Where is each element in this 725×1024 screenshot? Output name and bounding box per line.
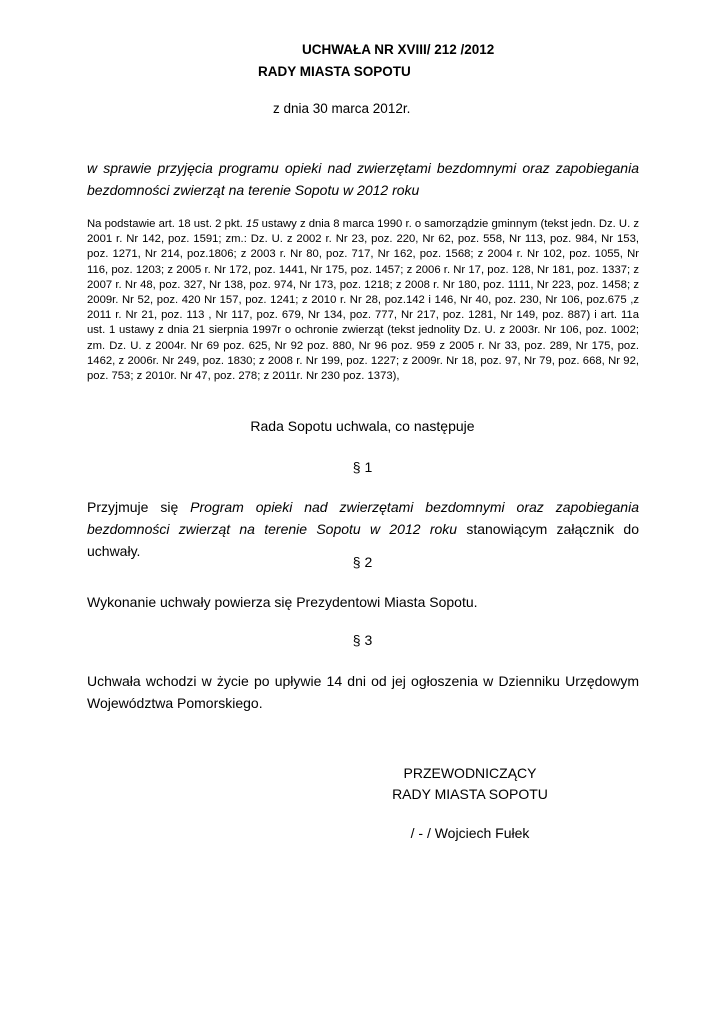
section-3-text: Uchwała wchodzi w życie po upływie 14 dni od jej ogłoszenia w Dzienniku Urzędowym Województwa Pomorskiego. [87, 673, 639, 711]
section-1-program-title: Program opieki nad zwierzętami bezdomnymi oraz zapobiegania bezdomności zwierząt na terenie Sopotu w 2012 roku [87, 499, 639, 537]
section-1-ending: stanowiącym załącznik do uchwały. [87, 521, 639, 559]
legal-basis-intro: Na podstawie art. 18 ust. 2 pkt. [87, 218, 243, 230]
resolves-clause: Rada Sopotu uchwala, co następuje [250, 418, 475, 434]
legal-basis-citations: ustawy z dnia 8 marca 1990 r. o samorządzie gminnym (tekst jedn. Dz. U. z 2001 r. Nr 142, poz. 1591; zm.: Dz. U. z 2002 r. Nr 23, poz. 220, Nr 62, poz. 558, Nr 113, poz. 984, Nr 153, poz. 1271, Nr 214, poz.1806; z 2003 r. Nr 80, poz. 717, Nr 162, poz. 1568; z 2004 r. Nr 102, poz. 1055, Nr 116, poz. 1203; z 2005 r. Nr 172, poz. 1441, Nr 175, poz. 1457; z 2006 r. Nr 17, poz. 128, Nr 181, poz. 1337; z 2007 r. Nr 48, poz. 327, Nr 138, poz. 974, Nr 173, poz. 1218; z 2008 r. Nr 180, poz. 1111, Nr 223, poz. 1458; z 2009r. Nr 52, poz. 420 Nr 157, poz. 1241; z 2010 r. Nr 28, poz.142 i 146, Nr 40, poz. 230, Nr 106, poz.675 ,z 2011 r. Nr 21, poz. 113 , Nr 117, poz. 679, Nr 134, poz. 777, Nr 217, poz. 1281, Nr 149, poz. 887) i art. 11a ust. 1 ustawy z dnia 21 sierpnia 1997r o ochronie zwierząt (tekst jednolity Dz. U. z 2003r. Nr 106, poz. 1002; zm. Dz. U. z 2004r. Nr 69 poz. 625, Nr 92 poz. 880, Nr 96 poz. 959 z 2005 r. Nr 33, poz. 289, Nr 175, poz. 1462, z 2006r. Nr 249, poz. 1830; z 2008 r. Nr 199, poz. 1227; z 2009r. Nr 18, poz. 97, Nr 79, poz. 668, Nr 92, poz. 753; z 2010r. Nr 47, poz. 278; z 2011r. Nr 230 poz. 1373), [87, 218, 640, 383]
document-date: z dnia 30 marca 2012r. [273, 101, 411, 116]
signature-body: RADY MIASTA SOPOTU [392, 786, 548, 802]
signature-role: PRZEWODNICZĄCY [403, 765, 537, 781]
signature-name: / - / Wojciech Fułek [410, 825, 530, 841]
section-1-text [87, 496, 639, 562]
section-3-mark: § 3 [352, 632, 373, 648]
section-2-text: Wykonanie uchwały powierza się Prezydentowi Miasta Sopotu. [87, 594, 478, 610]
section-1-intro: Przyjmuje się [87, 499, 191, 515]
document-issuer: RADY MIASTA SOPOTU [258, 64, 411, 79]
section-2-mark: § 2 [352, 554, 373, 570]
document-title: UCHWAŁA NR XVIII/ 212 /2012 [302, 42, 495, 57]
legal-basis [87, 217, 639, 384]
section-1-mark: § 1 [352, 459, 373, 475]
document-subject: w sprawie przyjęcia programu opieki nad zwierzętami bezdomnymi oraz zapobiegania bezdomności zwierząt na terenie Sopotu w 2012 roku [87, 160, 639, 198]
legal-basis-point: 15 [245, 218, 259, 230]
